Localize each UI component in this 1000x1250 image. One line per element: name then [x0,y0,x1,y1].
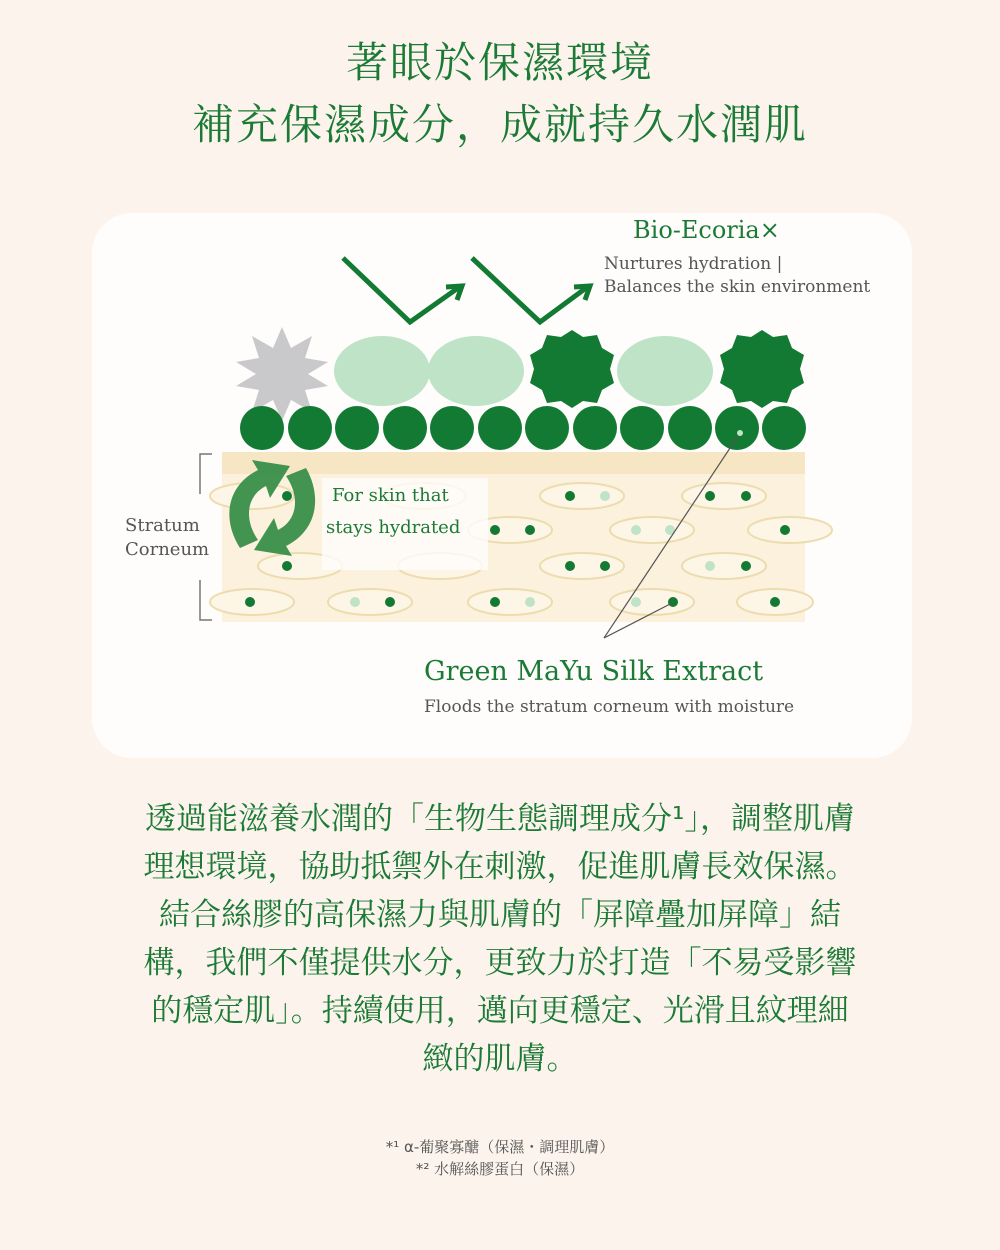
footnote-text: 水解絲膠蛋白（保濕） [434,1160,585,1178]
check-arrow-icon [472,258,590,322]
description-line: 緻的肌膚。 [422,1041,578,1077]
description-paragraph [100,795,900,1083]
description-line: 構，我們不僅提供水分，更致力於打造「不易受影響 [143,945,857,981]
bio-ecoria-line-1: Nurtures hydration | [604,254,783,274]
headline-line-1: 著眼於保濕環境 [345,38,654,87]
footnote-1 [0,1136,1000,1158]
green-wavy-blob-icon [530,330,614,408]
footnote-text: α-葡聚寡醣（保濕・調理肌膚） [403,1138,615,1156]
green-mayu-title: Green MaYu Silk Extract [424,656,764,687]
stratum-label-line-1: Stratum [125,515,200,536]
hydration-label-line-2: stays hydrated [326,517,461,538]
footnotes [0,1136,1000,1180]
green-mayu-subtitle: Floods the stratum corneum with moisture [424,697,795,717]
pointer-dot [737,430,743,436]
description-line: 結合絲膠的高保濕力與肌膚的「屏障疊加屏障」結 [159,897,841,933]
footnote-marker: *² [415,1160,430,1178]
bio-ecoria-line-2: Balances the skin environment [604,277,871,297]
light-green-ellipse [617,336,713,406]
light-green-ellipse [334,336,430,406]
description-line: 理想環境，協助抵禦外在刺激，促進肌膚長效保濕。 [143,849,857,885]
headline-line-2: 補充保濕成分，成就持久水潤肌 [191,100,808,149]
stratum-bracket [200,454,212,494]
hydration-label-line-1: For skin that [332,485,449,506]
check-arrow-icon [343,258,462,322]
description-line: 透過能滋養水潤的「生物生態調理成分¹」，調整肌膚 [145,801,855,837]
footnote-marker: *¹ [385,1138,400,1156]
stratum-label-line-2: Corneum [125,539,210,560]
green-wavy-blob-icon [720,330,804,408]
bio-ecoria-title: Bio-Ecoria× [633,216,780,244]
footnote-2 [0,1158,1000,1180]
description-line: 的穩定肌」。持續使用，邁向更穩定、光滑且紋理細 [151,993,849,1029]
light-green-ellipse [428,336,524,406]
green-circle-row [240,406,806,450]
